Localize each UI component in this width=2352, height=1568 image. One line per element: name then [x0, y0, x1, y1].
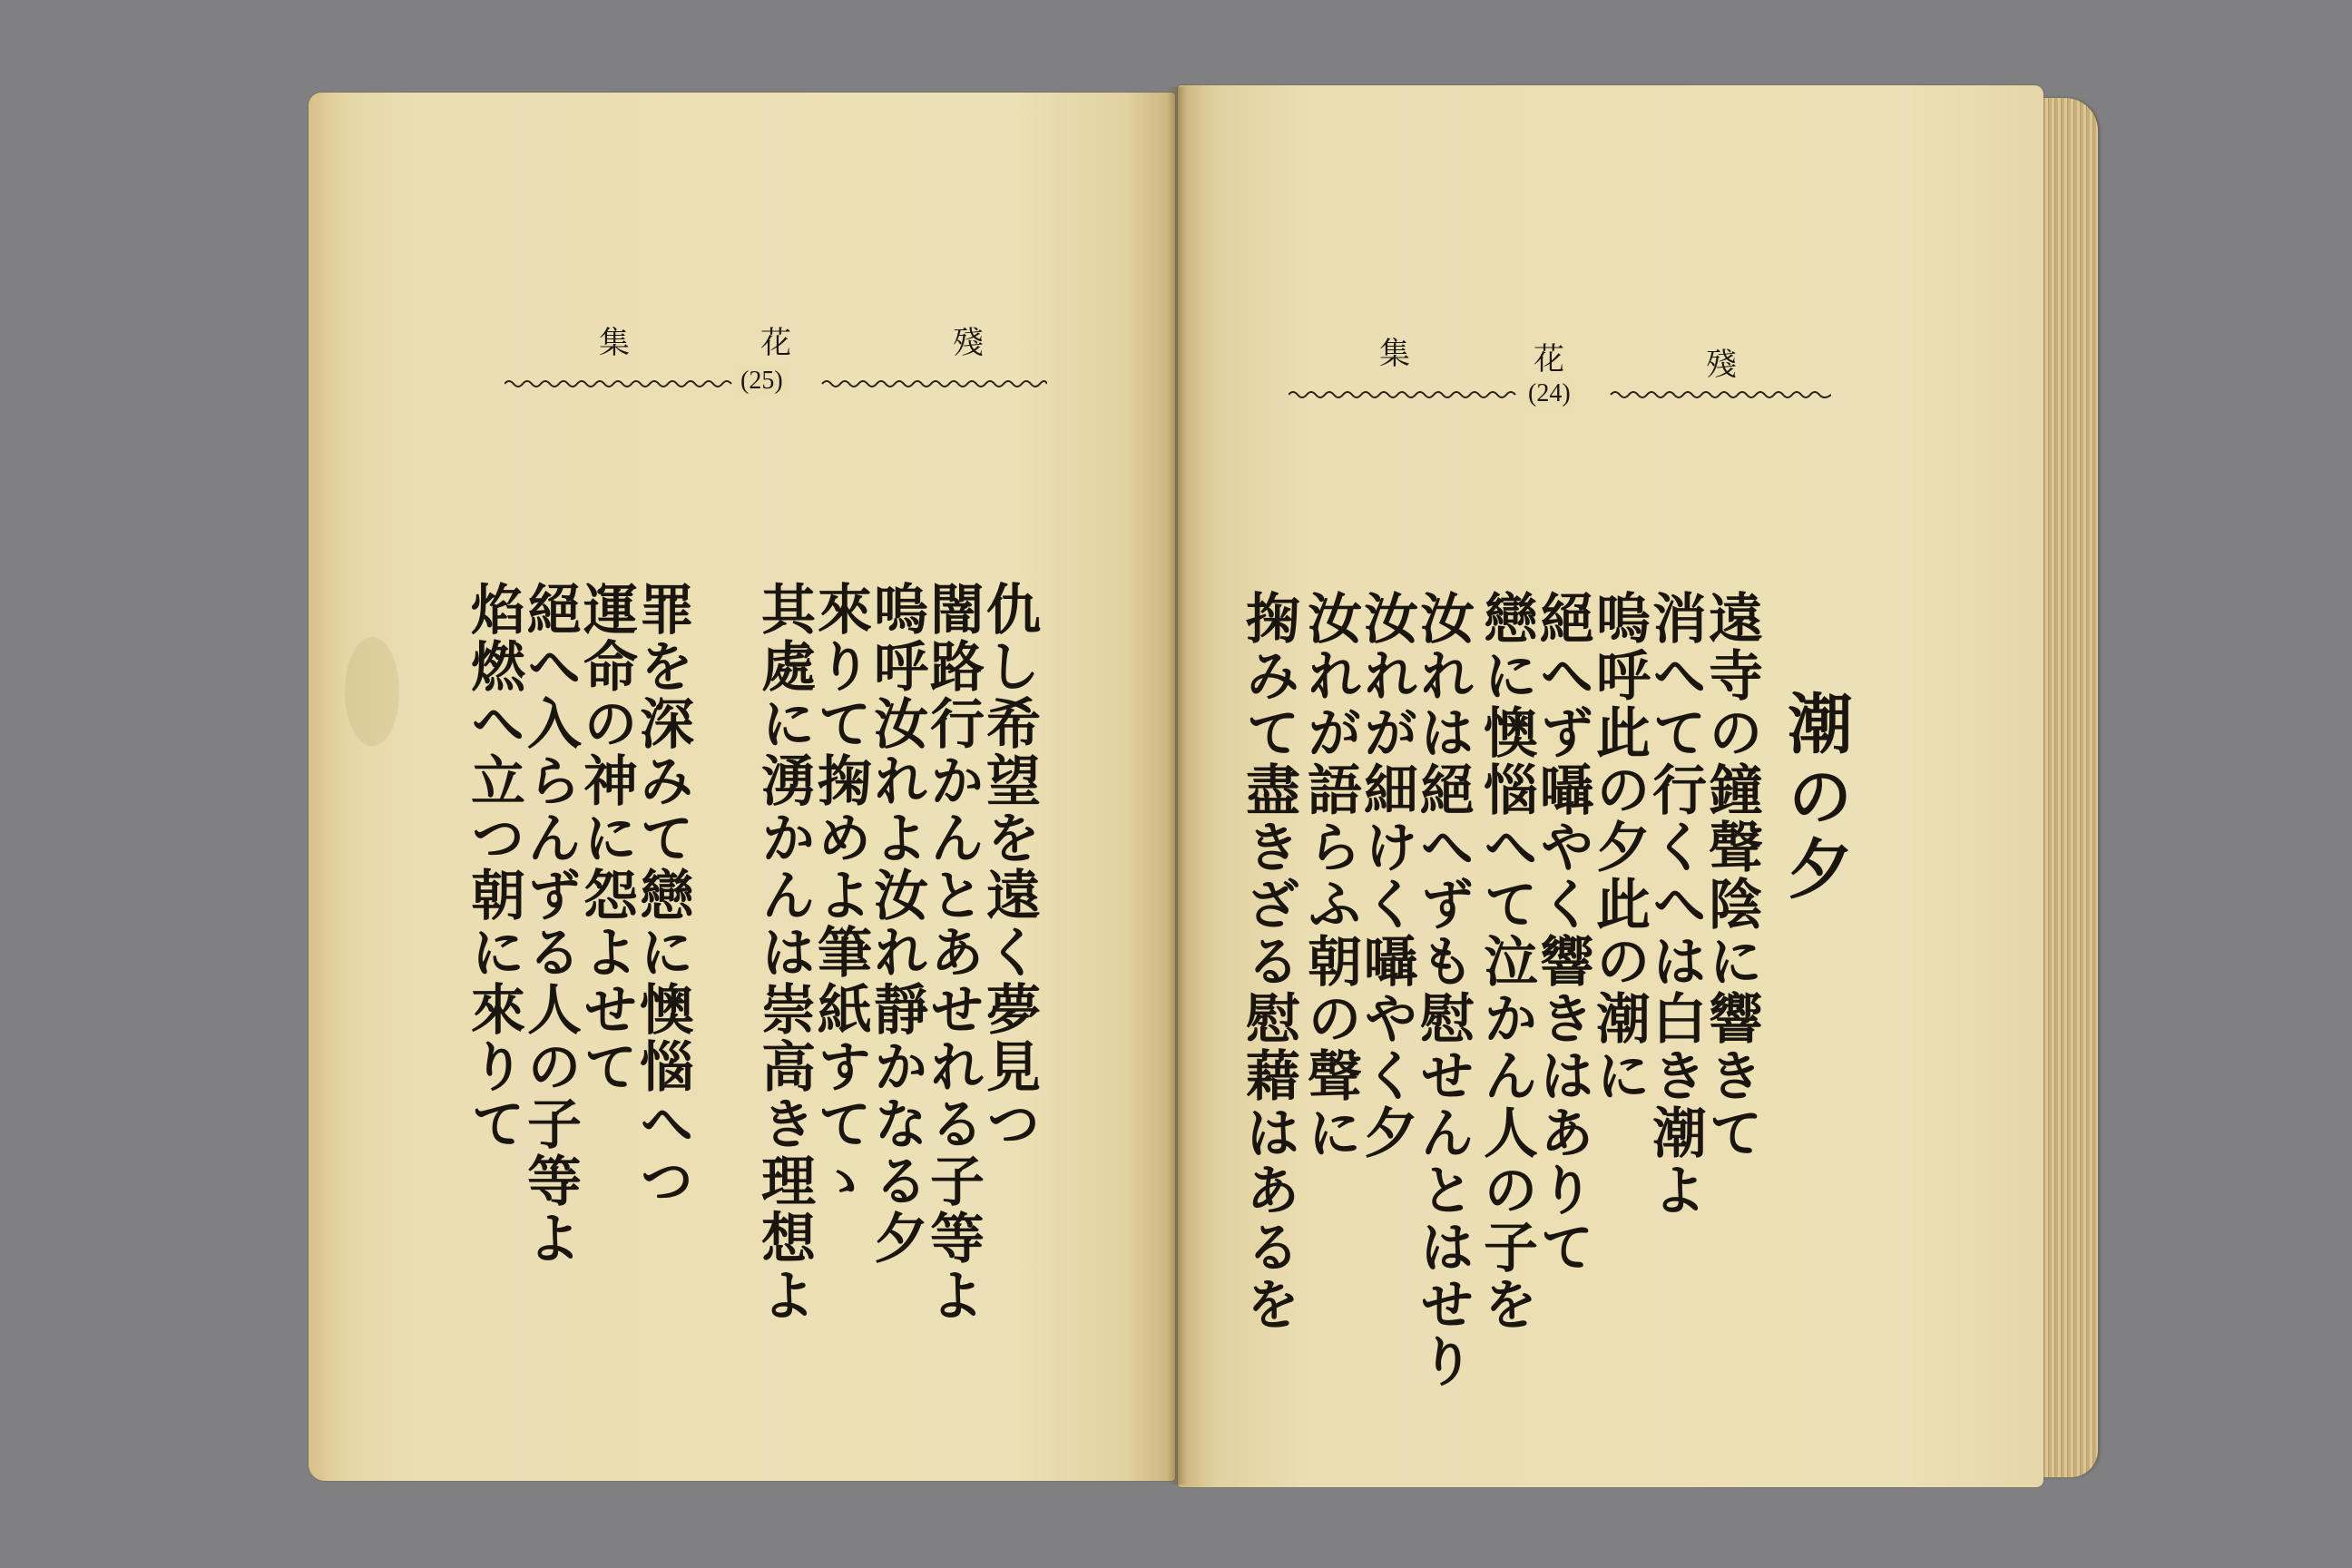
- book-gutter: [1167, 87, 1187, 1485]
- verse-line: 焰燃へ立つ朝に來りて: [462, 581, 525, 1152]
- poem-title: 潮の夕: [1777, 690, 1853, 907]
- verse-line: 戀に懊惱へて泣かん人の子を: [1475, 590, 1538, 1333]
- verse-line: 仇し希望を遠く夢見つ: [977, 581, 1041, 1152]
- verse-line: 闇路行かんとあせれる子等よ: [921, 581, 985, 1324]
- verse-line: 遠寺の鐘聲陰に響きて: [1700, 590, 1763, 1161]
- verse-line: 嗚呼此の夕此の潮に: [1587, 590, 1651, 1104]
- page-number: (25): [737, 367, 787, 396]
- running-head-right-char: 殘: [1706, 347, 1739, 383]
- page-number: (24): [1524, 379, 1574, 408]
- verse-line: 嗚呼汝れよ汝れ靜かなる夕: [865, 581, 928, 1267]
- running-head-middle-char: 花: [760, 325, 793, 361]
- paper-stain: [345, 637, 399, 746]
- verse-line: 汝れは絕へずも慰せんとはせり: [1411, 590, 1475, 1390]
- verse-line: 掬みて盡きざる慰藉はあるを: [1237, 590, 1300, 1333]
- running-head-right-char: 殘: [953, 325, 985, 361]
- running-head-left-char: 集: [599, 325, 632, 361]
- verse-line: 汝れが細けく囁やく夕: [1355, 590, 1418, 1161]
- verse-line: 消へて行くへは白き潮よ: [1643, 590, 1707, 1219]
- verse-line: 罪を深みて戀に懊惱へつ: [631, 581, 694, 1210]
- verse-line: 其處に湧かんは崇高き理想よ: [752, 581, 816, 1324]
- left-page: [309, 93, 1175, 1481]
- running-head-middle-char: 花: [1534, 341, 1566, 377]
- verse-line: 汝れが語らふ朝の聲に: [1298, 590, 1362, 1161]
- running-head-left-char: 集: [1379, 336, 1412, 372]
- verse-line: 絕へず囁やく響きはありて: [1531, 590, 1594, 1276]
- verse-line: 來りて掬めよ筆紙すてゝ: [808, 581, 872, 1210]
- verse-line: 運命の神に怨よせて: [574, 581, 638, 1095]
- verse-line: 絕へ入らんずる人の子等よ: [518, 581, 582, 1267]
